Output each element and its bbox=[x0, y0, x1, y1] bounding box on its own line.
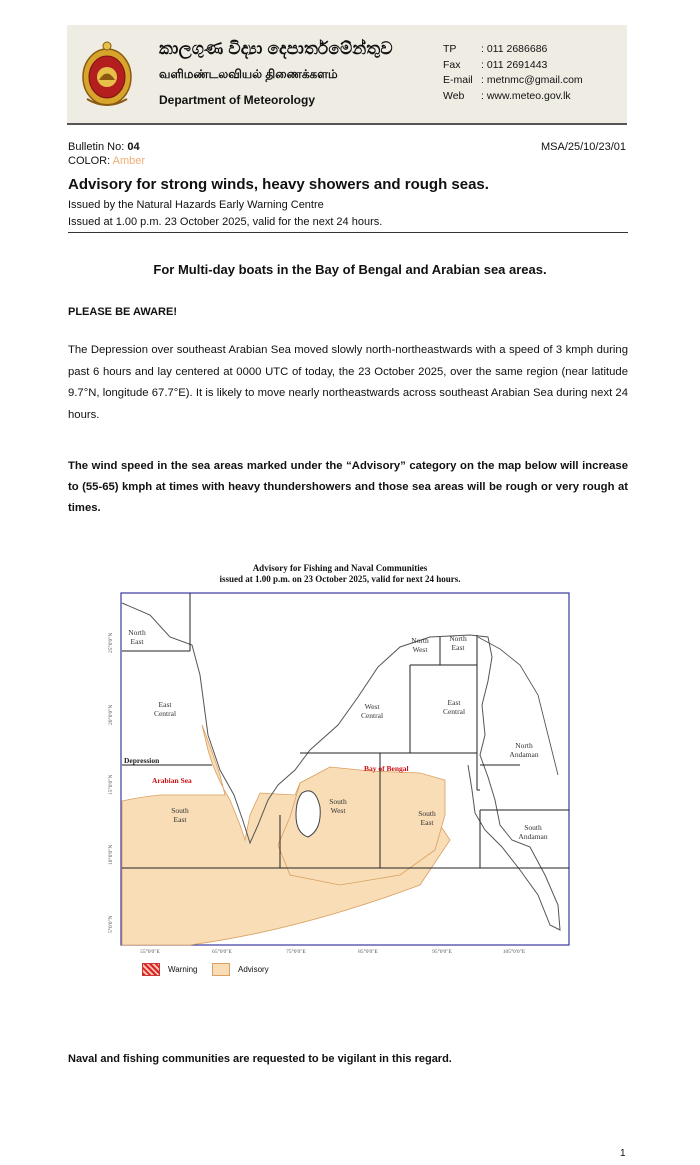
map-subtitle: issued at 1.00 p.m. on 23 October 2025, valid for next 24 hours. bbox=[219, 574, 461, 584]
issued-by: Issued by the Natural Hazards Early Warning Centre bbox=[68, 199, 324, 211]
bulletin-number-value: 04 bbox=[127, 141, 140, 153]
label-arabian-north-east: North East bbox=[128, 628, 146, 646]
contact-value: : 011 2691443 bbox=[481, 58, 548, 71]
label-bay-of-bengal: Bay of Bengal bbox=[364, 764, 409, 773]
department-name-english: Department of Meteorology bbox=[159, 93, 316, 107]
bulletin-color bbox=[68, 155, 626, 167]
label-south-andaman: South Andaman bbox=[518, 823, 548, 841]
contact-value[interactable]: : www.meteo.gov.lk bbox=[481, 89, 571, 102]
label-bob-east-central: East Central bbox=[442, 698, 466, 716]
depression-paragraph: The Depression over southeast Arabian Sea moved slowly north-northeastwards with a speed of 3 kmph during past 6 hours and lay centered at 0000 UTC of today, the 23 October 2025, over the same region (near latitude 9.7°N, longitude 67.7°E). It is likely to move nearly northeastwards across southeast Arabian Sea during next 24 hours. bbox=[68, 344, 628, 421]
contact-label: E-mail bbox=[443, 74, 473, 86]
bulletin-reference: MSA/25/10/23/01 bbox=[540, 141, 626, 153]
lat-tick: 10°0'0"N bbox=[108, 844, 114, 865]
contact-label: Web bbox=[443, 89, 465, 102]
label-north-andaman: North Andaman bbox=[509, 741, 539, 759]
bulletin-meta bbox=[68, 141, 626, 167]
lat-tick: 20°0'0"N bbox=[108, 704, 114, 725]
label-bob-south-west: South West bbox=[329, 797, 347, 815]
label-arabian-south-east: South East bbox=[171, 806, 189, 824]
label-bob-north-east: North East bbox=[449, 634, 467, 652]
lon-tick: 95°0'0"E bbox=[432, 949, 452, 955]
label-arabian-east-central: East Central bbox=[153, 700, 177, 718]
lat-tick: 25°0'0"N bbox=[108, 632, 114, 653]
lon-tick: 65°0'0"E bbox=[212, 949, 232, 955]
warning-swatch bbox=[142, 963, 160, 976]
lon-tick: 105°0'0"E bbox=[502, 949, 526, 955]
lat-tick: 15°0'0"N bbox=[108, 774, 114, 795]
bulletin-number-label: Bulletin No: bbox=[68, 141, 125, 153]
label-bob-north-west: North West bbox=[411, 636, 429, 654]
lon-tick: 55°0'0"E bbox=[140, 949, 160, 955]
contact-row-fax bbox=[443, 58, 583, 74]
legend-advisory-label: Advisory bbox=[238, 964, 269, 974]
advisory-swatch bbox=[212, 963, 230, 976]
bulletin-title: Advisory for strong winds, heavy showers and rough seas. bbox=[68, 176, 489, 193]
contact-label: Fax bbox=[443, 58, 461, 71]
department-name-tamil: வளிமண்டலவியல் திணைக்களம் bbox=[159, 67, 338, 81]
advisory-map bbox=[100, 585, 580, 965]
letterhead bbox=[67, 25, 627, 125]
contact-value: : 011 2686686 bbox=[481, 43, 548, 55]
issued-at: Issued at 1.00 p.m. 23 October 2025, valid for the next 24 hours. bbox=[68, 216, 383, 228]
legend-warning bbox=[142, 962, 198, 976]
please-be-aware: PLEASE BE AWARE! bbox=[68, 306, 177, 318]
label-bob-west-central: West Central bbox=[360, 702, 384, 720]
contact-row-tp bbox=[443, 42, 583, 58]
contact-value[interactable]: : metnmc@gmail.com bbox=[481, 74, 583, 86]
map-title: Advisory for Fishing and Naval Communities bbox=[252, 563, 428, 573]
legend-advisory bbox=[212, 962, 269, 976]
lon-tick: 85°0'0"E bbox=[358, 949, 378, 955]
contact-row-email bbox=[443, 73, 583, 89]
lat-tick: 5°0'0"N bbox=[108, 915, 114, 933]
department-names bbox=[159, 39, 393, 107]
contact-details bbox=[443, 42, 583, 104]
bulletin-color-value: Amber bbox=[112, 155, 146, 167]
page-number: 1 bbox=[620, 1148, 626, 1159]
department-name-sinhala: කාලගුණ විද්‍යා දෙපාර්තමේන්තුව bbox=[159, 39, 393, 58]
wind-speed-paragraph: The wind speed in the sea areas marked under the “Advisory” category on the map below will increase to (55-65) kmph at times with heavy thundershowers and those sea areas will be rough or very rough at times. bbox=[68, 460, 628, 514]
contact-row-web bbox=[443, 89, 583, 105]
contact-label: TP bbox=[443, 43, 457, 55]
vigilance-note: Naval and fishing communities are requested to be vigilant in this regard. bbox=[68, 1053, 452, 1065]
bulletin-color-label: COLOR: bbox=[68, 155, 111, 167]
label-bob-south-east: South East bbox=[418, 809, 436, 827]
label-arabian-sea: Arabian Sea bbox=[152, 776, 192, 785]
sri-lanka-emblem-icon bbox=[79, 37, 135, 111]
lon-tick: 75°0'0"E bbox=[286, 949, 306, 955]
divider bbox=[68, 232, 628, 233]
label-depression: Depression bbox=[124, 756, 160, 765]
audience-subtitle: For Multi-day boats in the Bay of Bengal and Arabian sea areas. bbox=[153, 262, 547, 277]
legend-warning-label: Warning bbox=[168, 964, 198, 974]
